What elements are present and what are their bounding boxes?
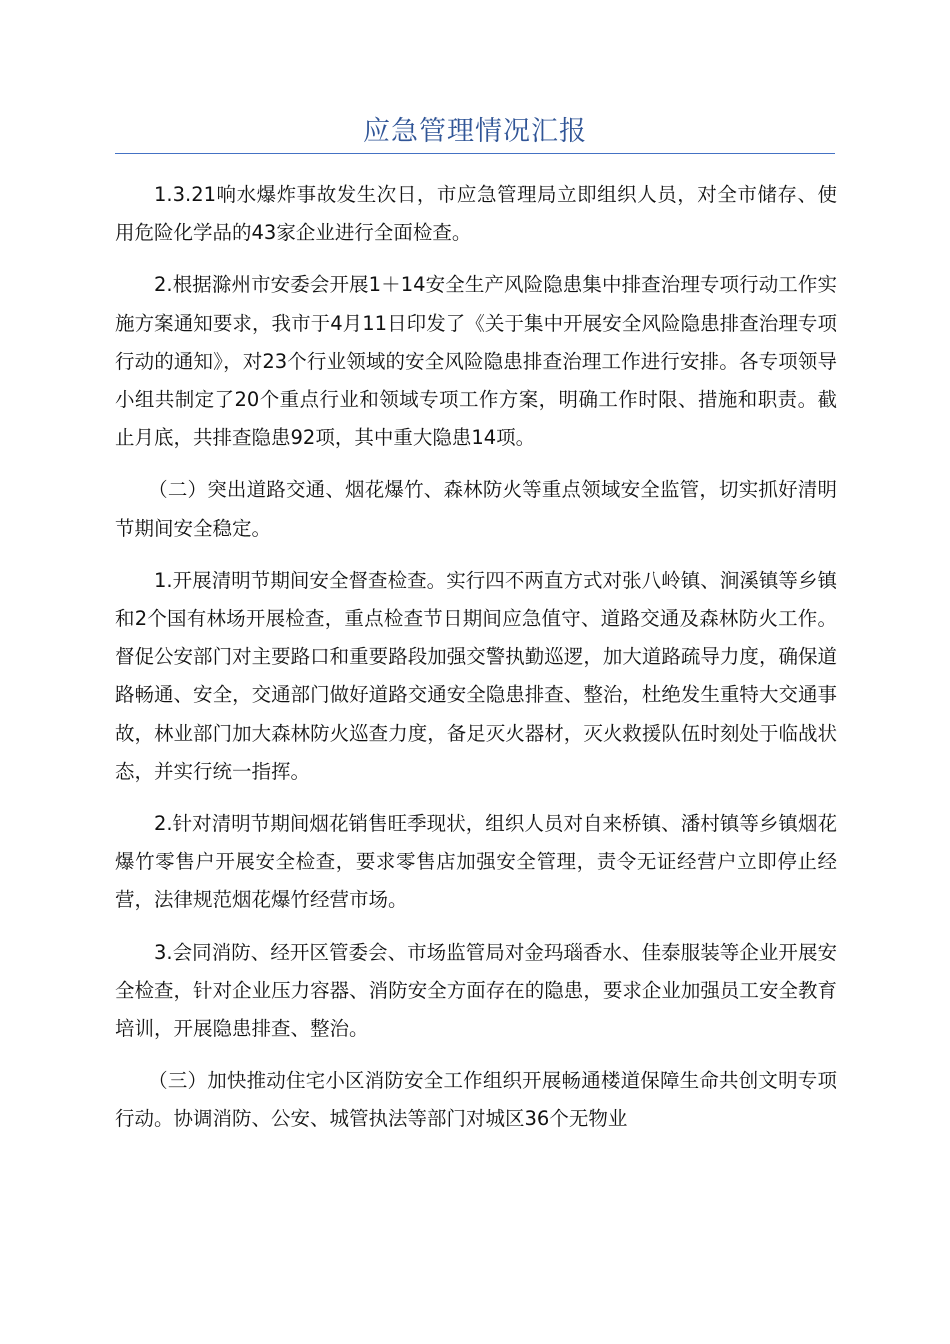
paragraph-item-1: 1.3.21响水爆炸事故发生次日，市应急管理局立即组织人员，对全市储存、使用危险化学品的43家企业进行全面检查。 xyxy=(115,183,837,245)
paragraph-item-2-3: 3.会同消防、经开区管委会、市场监管局对金玛瑙香水、佳泰服装等企业开展安全检查，针对企业压力容器、消防安全方面存在的隐患，要求企业加强员工安全教育培训，开展隐患排查、整治。 xyxy=(115,940,837,1041)
section-heading-2: （二）突出道路交通、烟花爆竹、森林防火等重点领域安全监管，切实抓好清明节期间安全稳定。 xyxy=(115,478,837,540)
paragraph-item-2-1: 1.开展清明节期间安全督查检查。实行四不两直方式对张八岭镇、涧溪镇等乡镇和2个国有林场开展检查，重点检查节日期间应急值守、道路交通及森林防火工作。督促公安部门对主要路口和重要路段加强交警执勤巡逻，加大道路疏导力度，确保道路畅通、安全，交通部门做好道路交通安全隐患排查、整治，杜绝发生重特大交通事故，林业部门加大森林防火巡查力度，备足灭火器材，灭火救援队伍时刻处于临战状态，并实行统一指挥。 xyxy=(115,568,837,783)
paragraph-item-2-2: 2.针对清明节期间烟花销售旺季现状，组织人员对自来桥镇、潘村镇等乡镇烟花爆竹零售户开展安全检查，要求零售店加强安全管理，责令无证经营户立即停止经营，法律规范烟花爆竹经营市场。 xyxy=(115,812,837,912)
paragraph-item-2: 2.根据滁州市安委会开展1＋14安全生产风险隐患集中排查治理专项行动工作实施方案通知要求，我市于4月11日印发了《关于集中开展安全风险隐患排查治理专项行动的通知》，对23个行业领域的安全风险隐患排查治理工作进行安排。各专项领导小组共制定了20个重点行业和领域专项工作方案，明确工作时限、措施和职责。截止月底，共排查隐患92项，其中重大隐患14项。 xyxy=(115,273,837,450)
title-underline xyxy=(115,153,835,154)
section-heading-3: （三）加快推动住宅小区消防安全工作组织开展畅通楼道保障生命共创文明专项行动。协调消防、公安、城管执法等部门对城区36个无物业 xyxy=(115,1069,837,1131)
document-title: 应急管理情况汇报 xyxy=(363,116,587,147)
document-body xyxy=(115,176,837,1153)
